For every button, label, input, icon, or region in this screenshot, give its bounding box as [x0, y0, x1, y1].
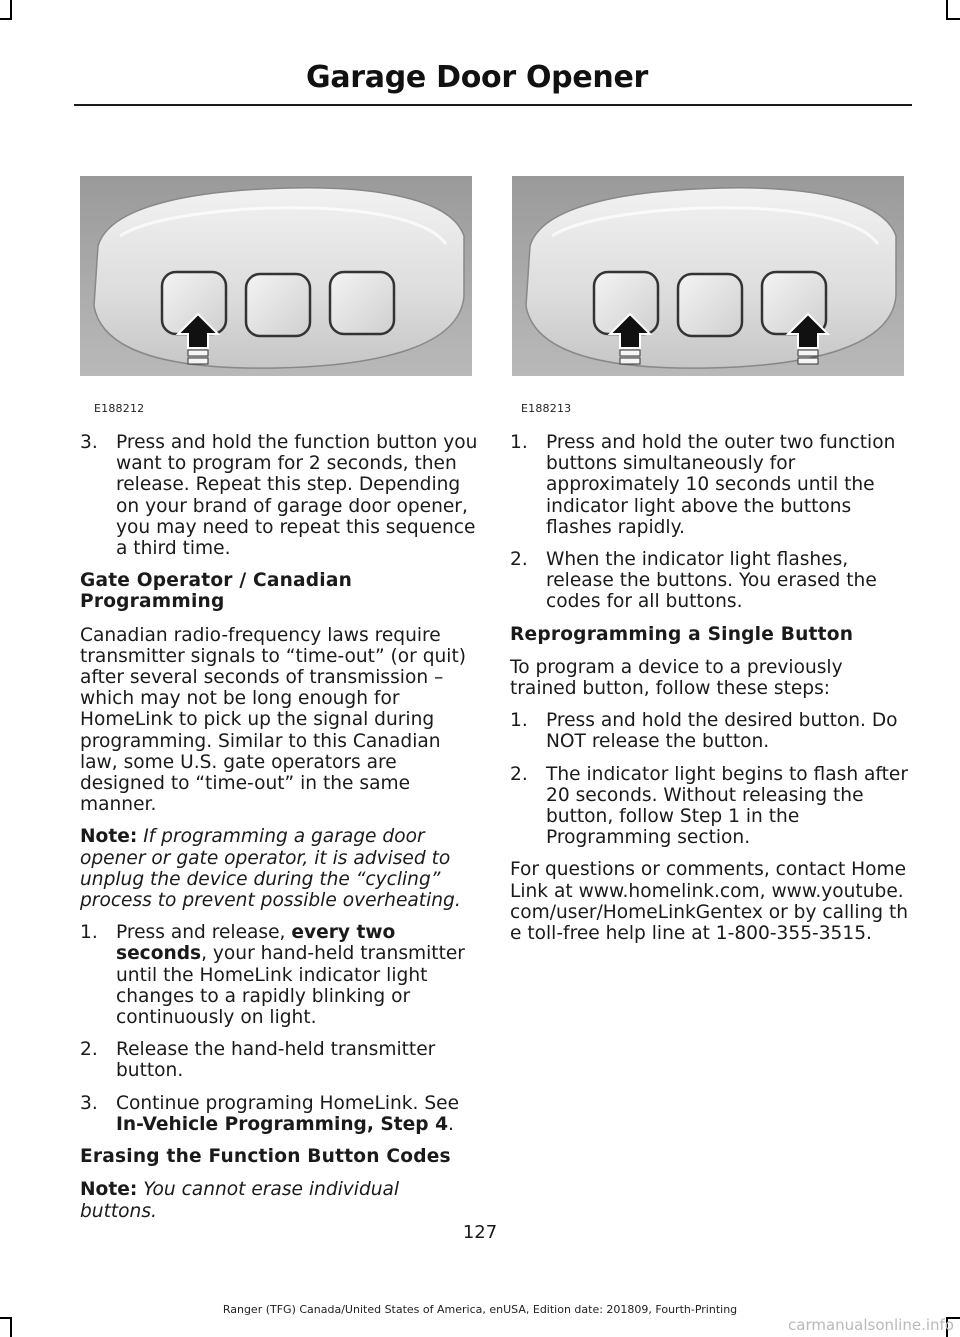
step-number: 3.: [80, 1092, 98, 1114]
list-item: [510, 432, 910, 538]
section-heading-reprogramming: Reprogramming a Single Button: [510, 623, 854, 645]
step-number: 2.: [510, 549, 528, 571]
program-steps-list: [80, 432, 480, 559]
homelink-console-illustration: [512, 176, 904, 376]
erase-steps-list: [510, 432, 910, 613]
section-heading-erasing: Erasing the Function Button Codes: [80, 1146, 451, 1168]
gate-operator-paragraph: Canadian radio-frequency laws require transmitter signals to “time-out” (or quit) after several seconds of transmission – which may not be long enough for HomeLink to pick up the signal during programming. Similar to this Canadian law, some U.S. gate operators are designed to “time-out” in the same manner.: [80, 624, 467, 816]
crop-mark: [946, 18, 960, 20]
list-item: [80, 922, 480, 1028]
figure-homelink-one-button: [80, 176, 472, 376]
reprogramming-steps-list: [510, 710, 910, 848]
note-label: Note:: [80, 1179, 138, 1201]
function-button-3: [330, 272, 394, 334]
note-erase: [80, 1179, 480, 1221]
list-item: [80, 1093, 480, 1135]
watermark: carmanualsonline.info: [788, 1316, 954, 1334]
reprogramming-intro: To program a device to a previously trained button, follow these steps:: [510, 656, 843, 700]
function-button-2: [246, 274, 310, 336]
step-text: , your hand-held transmitter until the HomeLink indicator light changes to a rapidly blinking or continuously on light.: [116, 943, 465, 1029]
page-title: Garage Door Opener: [306, 60, 648, 95]
left-column: [80, 432, 480, 1233]
note-text: You cannot erase individual buttons.: [80, 1179, 400, 1222]
step-text: Press and hold the desired button. Do NOT release the button.: [546, 710, 898, 753]
step-text: Release the hand-held transmitter button.: [116, 1039, 436, 1082]
step-emphasis: every two seconds: [116, 922, 396, 965]
right-column: [510, 432, 910, 955]
gate-steps-list: [80, 922, 480, 1135]
step-number: 1.: [510, 432, 528, 453]
title-divider: [74, 104, 912, 106]
step-text: Press and hold the function button you want to program for 2 seconds, then release. Repeat this step. Depending on your brand of garage door opener, you may need to repeat this sequence a third time.: [116, 432, 478, 560]
step-text: .: [448, 1113, 454, 1135]
step-text: The indicator light begins to flash after 20 seconds. Without releasing the button, follow Step 1 in the Programming section.: [546, 763, 909, 849]
list-item: [510, 764, 910, 849]
page-number: 127: [462, 1222, 498, 1243]
step-number: 1.: [510, 710, 528, 732]
step-text: Continue programing HomeLink. See: [116, 1092, 460, 1114]
step-number: 3.: [80, 432, 98, 453]
step-text: Press and hold the outer two function buttons simultaneously for approximately 10 seconds until the indicator light above the buttons flashes rapidly.: [546, 432, 896, 538]
step-number: 1.: [80, 922, 98, 944]
step-text: Press and release,: [116, 922, 292, 944]
crop-mark: [10, 0, 12, 20]
contact-paragraph: For questions or comments, contact HomeLink at www.homelink.com, www.youtube.com/user/HomeLinkGentex or by calling the toll-free help line at 1-800-355-3515.: [510, 859, 909, 945]
step-number: 2.: [80, 1039, 98, 1061]
note-label: Note:: [80, 826, 138, 848]
edition-footer: Ranger (TFG) Canada/United States of America, enUSA, Edition date: 201809, Fourth-Printing: [222, 1303, 738, 1316]
note-text: If programming a garage door opener or gate operator, it is advised to unplug the device during the “cycling” process to prevent possible overheating.: [80, 826, 461, 912]
crop-mark: [0, 1317, 12, 1319]
crop-mark: [946, 0, 948, 20]
cross-reference-link: In-Vehicle Programming, Step 4: [116, 1113, 449, 1135]
section-heading-gate-operator: Gate Operator / Canadian Programming: [80, 570, 353, 613]
figure-homelink-two-buttons: [512, 176, 904, 376]
crop-mark: [0, 18, 12, 20]
figure-code: E188212: [94, 402, 145, 415]
list-item: [510, 549, 910, 613]
step-number: 2.: [510, 763, 528, 785]
figure-code: E188213: [521, 402, 572, 415]
note-overheating: [80, 826, 480, 911]
list-item: [80, 432, 480, 559]
list-item: [80, 1039, 480, 1081]
list-item: [510, 710, 910, 752]
homelink-console-illustration: [80, 176, 472, 376]
step-text: When the indicator light flashes, release the buttons. You erased the codes for all buttons.: [546, 549, 877, 613]
crop-mark: [10, 1317, 12, 1337]
function-button-2: [678, 274, 742, 336]
